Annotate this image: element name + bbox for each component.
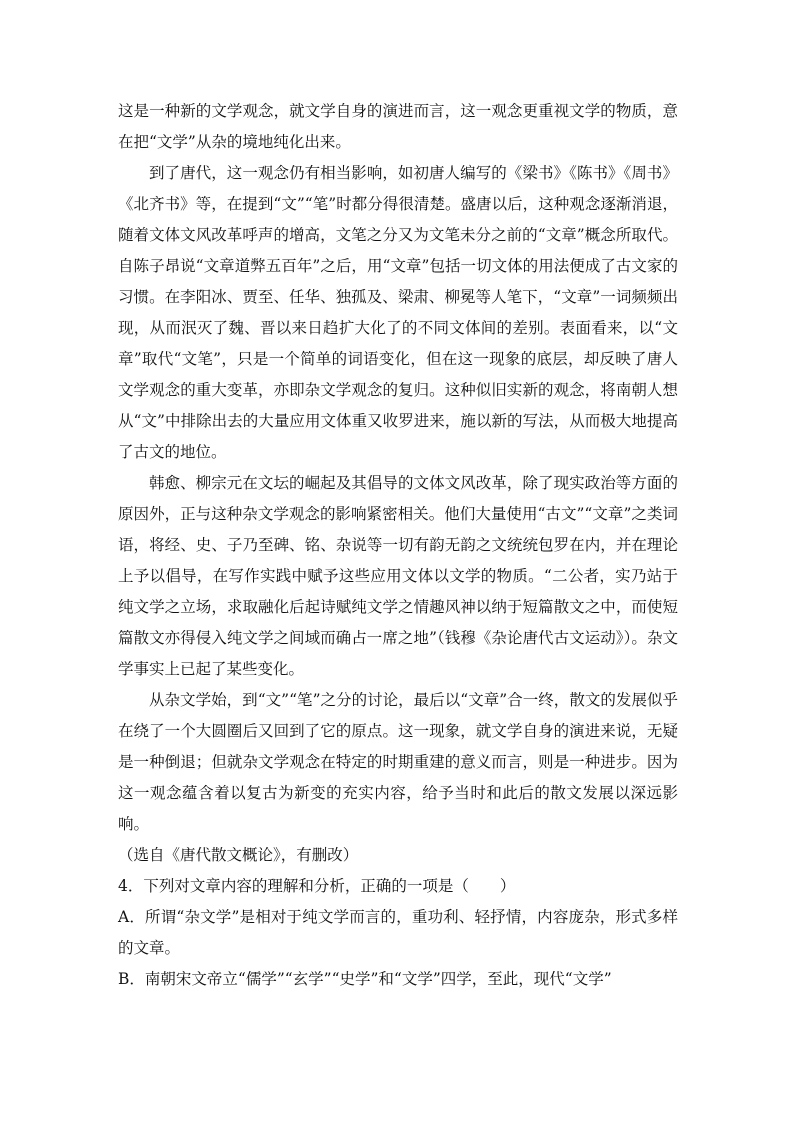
article-paragraph-2: 到了唐代，这一观念仍有相当影响，如初唐人编写的《梁书》《陈书》《周书》《北齐书》等，在提到“文”“笔”时都分得很清楚。盛唐以后，这种观念逐渐消退，随着文体文风改革呼声的增高，文笔之分又为文笔未分之前的“文章”概念所取代。自陈子昂说“文章道弊五百年”之后，用“文章”包括一切文体的用法便成了古文家的习惯。在李阳冰、贾至、任华、独孤及、梁肃、柳冕等人笔下，“文章”一词频频出现，从而泯灭了魏、晋以来日趋扩大化了的不同文体间的差别。表面看来，以“文章”取代“文笔”，只是一个简单的词语变化，但在这一现象的底层，却反映了唐人文学观念的重大变革，亦即杂文学观念的复归。这种似旧实新的观念，将南朝人想从“文”中排除出去的大量应用文体重又收罗进来，施以新的写法，从而极大地提高了古文的地位。 bbox=[118, 164, 678, 461]
question-stem: 4．下列对文章内容的理解和分析，正确的一项是（ ） bbox=[118, 877, 516, 895]
article-source: （选自《唐代散文概论》，有删改） bbox=[118, 846, 359, 864]
option-b[interactable]: B．南朝宋文帝立“儒学”“玄学”“史学”和“文学”四学，至此，现代“文学” bbox=[118, 970, 612, 988]
option-a[interactable]: A．所谓“杂文学”是相对于纯文学而言的，重功利、轻抒情，内容庞杂，形式多样的文章。 bbox=[118, 908, 678, 957]
document-page bbox=[118, 96, 678, 995]
article-paragraph-3: 韩愈、柳宗元在文坛的崛起及其倡导的文体文风改革，除了现实政治等方面的原因外，正与这种杂文学观念的影响紧密相关。他们大量使用“古文”“文章”之类词语，将经、史、子乃至碑、铭、杂说等一切有韵无韵之文统统包罗在内，并在理论上予以倡导，在写作实践中赋予这些应用文体以文学的物质。“二公者，实乃站于纯文学之立场，求取融化后起诗赋纯文学之情趣风神以纳于短篇散文之中，而使短篇散文亦得侵入纯文学之间域而确占一席之地”（钱穆《杂论唐代古文运动》）。杂文学事实上已起了某些变化。 bbox=[118, 474, 678, 678]
article-paragraph-1: 这是一种新的文学观念，就文学自身的演进而言，这一观念更重视文学的物质，意在把“文学”从杂的境地纯化出来。 bbox=[118, 102, 678, 151]
article-paragraph-4: 从杂文学始，到“文”“笔”之分的讨论，最后以“文章”合一终，散文的发展似乎在绕了一个大圆圈后又回到了它的原点。这一现象，就文学自身的演进来说，无疑是一种倒退；但就杂文学观念在特定的时期重建的意义而言，则是一种进步。因为这一观念蕴含着以复古为新变的充实内容，给予当时和此后的散文发展以深远影响。 bbox=[118, 691, 678, 833]
